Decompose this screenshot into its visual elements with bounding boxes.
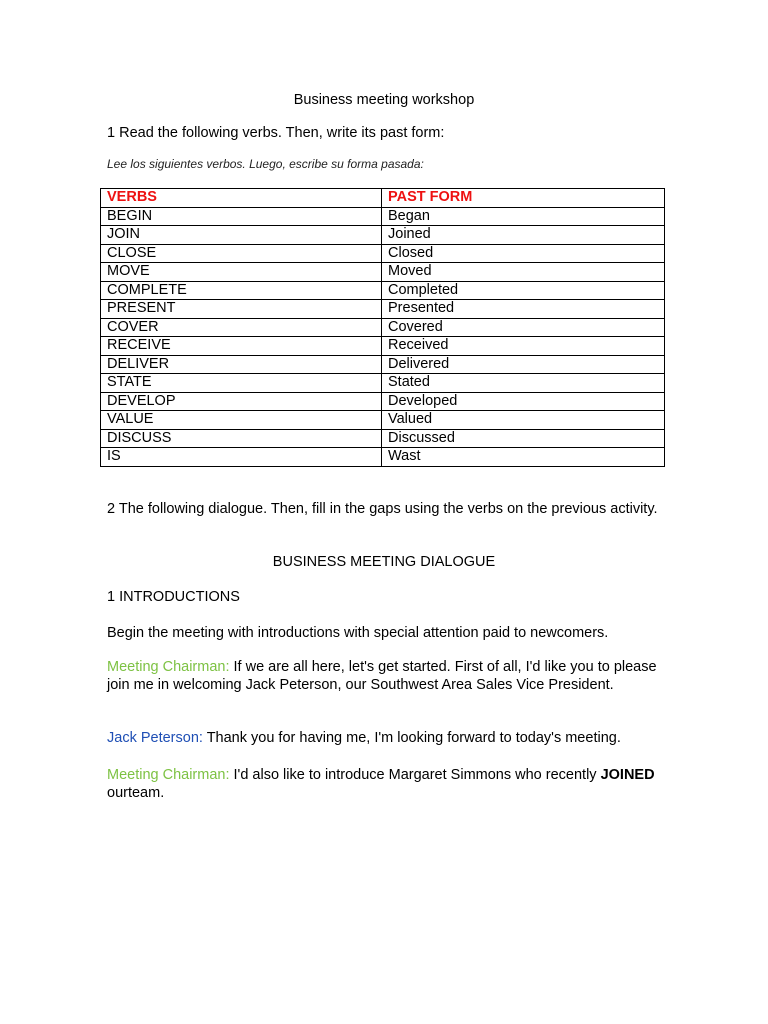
- table-row: [101, 263, 665, 282]
- speaker-label: Meeting Chairman:: [107, 659, 230, 675]
- verb-cell: IS: [101, 448, 382, 467]
- verbs-table: [100, 188, 665, 467]
- dialogue-line: [107, 658, 667, 694]
- dialogue-line: [107, 766, 667, 802]
- answer-word: JOINED: [600, 767, 655, 783]
- past-form-cell: Stated: [382, 374, 665, 393]
- verb-cell: BEGIN: [101, 207, 382, 226]
- past-form-cell: Began: [382, 207, 665, 226]
- intro-paragraph: Begin the meeting with introductions with special attention paid to newcomers.: [107, 625, 609, 641]
- verb-cell: DEVELOP: [101, 392, 382, 411]
- document-title: Business meeting workshop: [293, 92, 475, 108]
- table-row: [101, 374, 665, 393]
- table-header-row: [101, 189, 665, 208]
- verb-cell: COMPLETE: [101, 281, 382, 300]
- table-row: [101, 318, 665, 337]
- table-row: [101, 411, 665, 430]
- section-heading: 1 INTRODUCTIONS: [107, 589, 240, 605]
- dialogue-text: I'd also like to introduce Margaret Simmons who recently: [229, 767, 601, 783]
- verb-cell: JOIN: [101, 226, 382, 245]
- table-row: [101, 207, 665, 226]
- verb-cell: DISCUSS: [101, 429, 382, 448]
- verb-cell: MOVE: [101, 263, 382, 282]
- table-row: [101, 355, 665, 374]
- past-form-cell: Completed: [382, 281, 665, 300]
- past-form-cell: Joined: [382, 226, 665, 245]
- table-row: [101, 392, 665, 411]
- verb-cell: DELIVER: [101, 355, 382, 374]
- dialogue-line: [107, 730, 667, 746]
- verb-cell: COVER: [101, 318, 382, 337]
- past-form-cell: Covered: [382, 318, 665, 337]
- question-1: 1 Read the following verbs. Then, write its past form:: [107, 125, 445, 141]
- table-row: [101, 448, 665, 467]
- table-row: [101, 300, 665, 319]
- past-form-cell: Delivered: [382, 355, 665, 374]
- table-row: [101, 429, 665, 448]
- header-past-form: PAST FORM: [382, 189, 665, 208]
- header-verbs: VERBS: [101, 189, 382, 208]
- past-form-cell: Moved: [382, 263, 665, 282]
- verb-cell: VALUE: [101, 411, 382, 430]
- question-2: 2 The following dialogue. Then, fill in the gaps using the verbs on the previous activity.: [107, 501, 658, 517]
- past-form-cell: Wast: [382, 448, 665, 467]
- past-form-cell: Valued: [382, 411, 665, 430]
- speaker-label: Jack Peterson:: [107, 730, 203, 746]
- dialogue-title: BUSINESS MEETING DIALOGUE: [272, 554, 496, 570]
- past-form-cell: Closed: [382, 244, 665, 263]
- table-row: [101, 244, 665, 263]
- past-form-cell: Discussed: [382, 429, 665, 448]
- table-row: [101, 226, 665, 245]
- verb-cell: PRESENT: [101, 300, 382, 319]
- past-form-cell: Presented: [382, 300, 665, 319]
- verb-cell: STATE: [101, 374, 382, 393]
- verb-cell: RECEIVE: [101, 337, 382, 356]
- table-row: [101, 337, 665, 356]
- dialogue-text-end: ourteam.: [107, 785, 165, 801]
- dialogue-text: If we are all here, let's get started. First of all, I'd like you to please join me in welcoming Jack Peterson, our Southwest Area Sales Vice President.: [107, 659, 657, 693]
- dialogue-text: Thank you for having me, I'm looking forward to today's meeting.: [202, 730, 621, 746]
- verb-cell: CLOSE: [101, 244, 382, 263]
- speaker-label: Meeting Chairman:: [107, 767, 230, 783]
- table-row: [101, 281, 665, 300]
- past-form-cell: Received: [382, 337, 665, 356]
- question-1-hint-spanish: Lee los siguientes verbos. Luego, escribe su forma pasada:: [107, 157, 424, 171]
- past-form-cell: Developed: [382, 392, 665, 411]
